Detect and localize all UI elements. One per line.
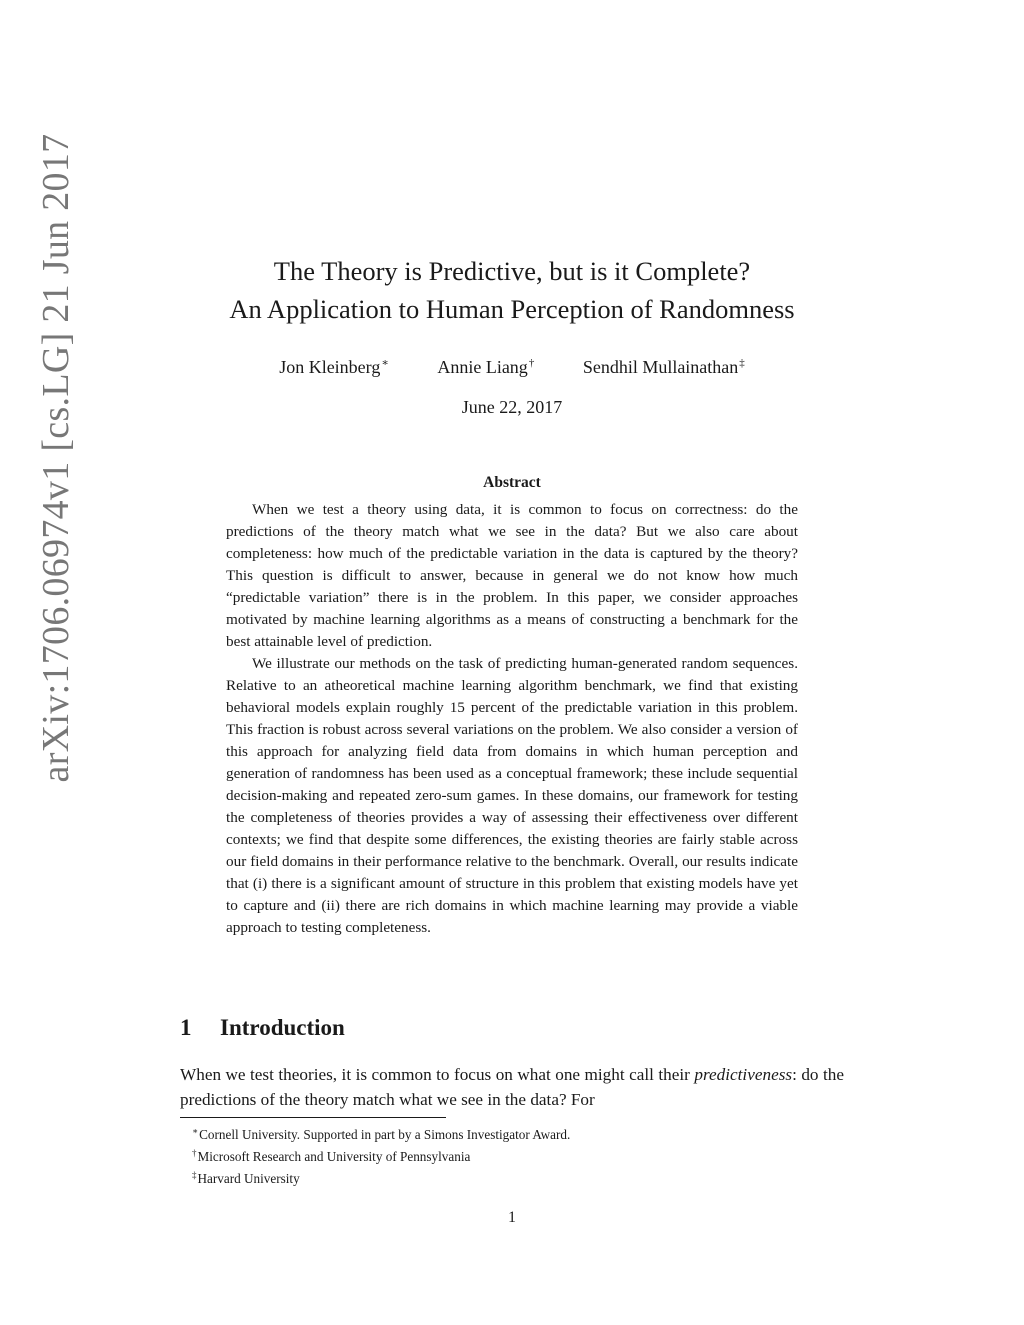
abstract-paragraph: We illustrate our methods on the task of predicting human-generated random sequences. Relative to an atheoretical machine learning algorithm benchmark, we find that existing behavioral models explain roughly 15 percent of the predictable variation in this problem. This fraction is robust across several variations on the problem. We also consider a version of this approach for analyzing field data from domains in which human perception and generation of randomness has been used as a conceptual framework; these include sequential decision-making and repeated zero-sum games. In these domains, our framework for testing the completeness of theories provides a way of assessing their effectiveness over different contexts; we find that despite some differences, the existing theories are fairly stable across our field domains in their performance relative to the benchmark. Overall, our results indicate that (i) there is a significant amount of structure in this problem that existing models have yet to capture and (ii) there are rich domains in which machine learning may provide a viable approach to testing completeness. xyxy=(226,655,798,936)
title-line-2: An Application to Human Perception of Randomness xyxy=(229,294,795,324)
abstract-body xyxy=(226,499,798,939)
footnote-mark: ‡ xyxy=(192,1170,197,1180)
footnote-3 xyxy=(180,1166,844,1188)
paper-date: June 22, 2017 xyxy=(461,397,563,417)
author-liang xyxy=(437,350,534,380)
author-kleinberg xyxy=(279,350,389,380)
footnote-1 xyxy=(180,1122,844,1144)
intro-paragraph xyxy=(180,1062,844,1112)
arxiv-stamp: arXiv:1706.06974v1 [cs.LG] 21 Jun 2017 xyxy=(35,133,77,783)
footnotes xyxy=(180,1122,844,1188)
author-name: Jon Kleinberg xyxy=(279,357,381,377)
footnote-rule xyxy=(180,1117,446,1118)
author-name: Annie Liang xyxy=(437,357,528,377)
abstract-paragraph: When we test a theory using data, it is common to focus on correctness: do the predictions of the theory match what we see in the data? But we also care about completeness: how much of the predictable variation in the data is captured by the theory? This question is difficult to answer, because in general we do not know how much “predictable variation” there is in the problem. In this paper, we consider approaches motivated by machine learning algorithms as a means of constructing a benchmark for the best attainable level of prediction. xyxy=(226,501,798,650)
author-footnote-mark: ∗ xyxy=(381,357,389,369)
footnote-mark: † xyxy=(192,1148,197,1158)
introduction-body xyxy=(180,1062,844,1112)
footnote-text: Microsoft Research and University of Pennsylvania xyxy=(197,1149,471,1164)
section-title: Introduction xyxy=(220,1015,345,1040)
section-heading-introduction xyxy=(180,1012,345,1044)
footnote-2 xyxy=(180,1144,844,1166)
author-footnote-mark: † xyxy=(528,357,535,369)
author-list xyxy=(150,350,874,380)
abstract-heading: Abstract xyxy=(483,474,541,491)
title-line-1: The Theory is Predictive, but is it Complete? xyxy=(273,256,751,286)
author-mullainathan xyxy=(583,350,745,380)
section-number: 1 xyxy=(180,1015,192,1040)
intro-emphasis: predictiveness xyxy=(694,1065,793,1084)
footnote-mark: ∗ xyxy=(192,1126,199,1136)
author-name: Sendhil Mullainathan xyxy=(582,357,739,377)
author-footnote-mark: ‡ xyxy=(739,357,745,369)
page-number: 1 xyxy=(508,1209,516,1226)
intro-text-pre: When we test theories, it is common to focus on what one might call their xyxy=(180,1065,695,1084)
footnote-text: Cornell University. Supported in part by a Simons Investigator Award. xyxy=(199,1127,571,1142)
intro-text-post: : do the predictions of the theory match what we see in the data? For xyxy=(180,1065,844,1109)
paper-title xyxy=(150,252,874,328)
footnote-text: Harvard University xyxy=(197,1171,300,1186)
